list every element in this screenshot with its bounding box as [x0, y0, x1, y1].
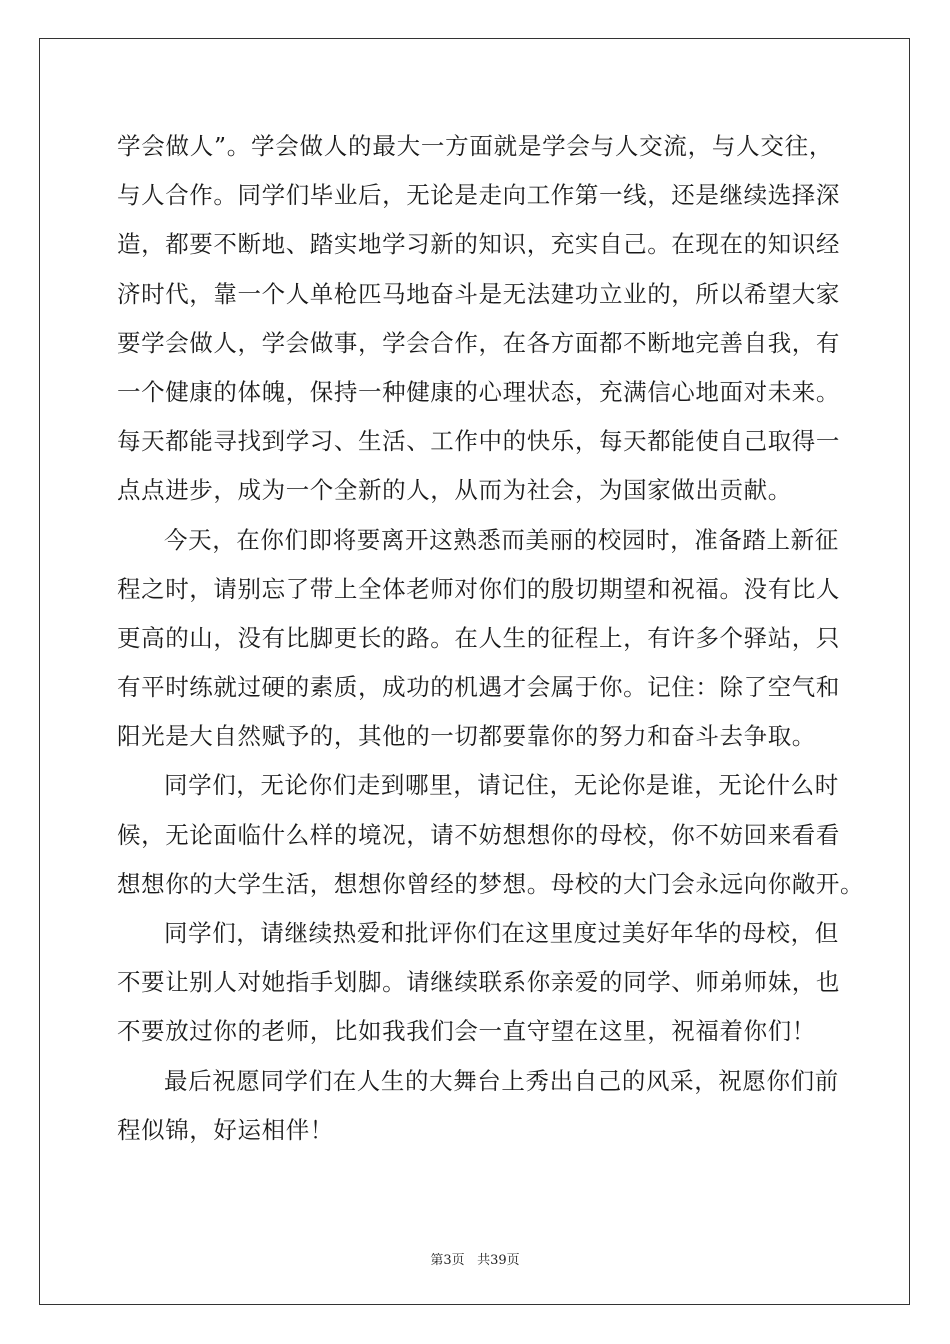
text-line: 一个健康的体魄，保持一种健康的心理状态，充满信心地面对未来。 — [117, 377, 840, 406]
paragraph-start-line: 今天，在你们即将要离开这熟悉而美丽的校园时，准备踏上新征 — [164, 525, 839, 554]
document-body — [117, 122, 865, 1155]
text-line: 程似锦，好运相伴！ — [117, 1115, 334, 1144]
text-line: 要学会做人，学会做事，学会合作，在各方面都不断地完善自我，有 — [117, 328, 840, 357]
text-line: 造，都要不断地、踏实地学习新的知识，充实自己。在现在的知识经 — [117, 230, 840, 259]
page-number: 第3页 — [430, 1253, 465, 1268]
text-line: 每天都能寻找到学习、生活、工作中的快乐，每天都能使自己取得一 — [117, 427, 840, 456]
text-line: 更高的山，没有比脚更长的路。在人生的征程上，有许多个驿站，只 — [117, 623, 840, 652]
text-line: 不要放过你的老师，比如我我们会一直守望在这里，祝福着你们！ — [117, 1017, 816, 1046]
page-footer — [0, 1249, 950, 1268]
text-line: 学会做人”。学会做人的最大一方面就是学会与人交流，与人交往， — [117, 132, 833, 160]
paragraph-start-line: 同学们，无论你们走到哪里，请记住，无论你是谁，无论什么时 — [164, 771, 839, 800]
paragraph-start-line: 同学们，请继续热爱和批评你们在这里度过美好年华的母校，但 — [164, 919, 839, 947]
text-line: 与人合作。同学们毕业后，无论是走向工作第一线，还是继续选择深 — [117, 181, 840, 210]
text-line: 不要让别人对她指手划脚。请继续联系你亲爱的同学、师弟师妹，也 — [117, 968, 840, 997]
text-line: 点点进步，成为一个全新的人，从而为社会，为国家做出贡献。 — [117, 476, 792, 505]
paragraph-start-line: 最后祝愿同学们在人生的大舞台上秀出自己的风采，祝愿你们前 — [164, 1066, 839, 1095]
text-line: 程之时，请别忘了带上全体老师对你们的殷切期望和祝福。没有比人 — [117, 574, 840, 603]
text-line: 阳光是大自然赋予的，其他的一切都要靠你的努力和奋斗去争取。 — [117, 722, 816, 751]
page-total: 共39页 — [477, 1253, 520, 1268]
text-line: 有平时练就过硬的素质，成功的机遇才会属于你。记住：除了空气和 — [117, 673, 840, 702]
text-line: 想想你的大学生活，想想你曾经的梦想。母校的大门会永远向你敞开。 — [117, 869, 865, 898]
text-line: 济时代，靠一个人单枪匹马地奋斗是无法建功立业的，所以希望大家 — [117, 279, 840, 308]
text-line: 候，无论面临什么样的境况，请不妨想想你的母校，你不妨回来看看 — [117, 820, 840, 849]
